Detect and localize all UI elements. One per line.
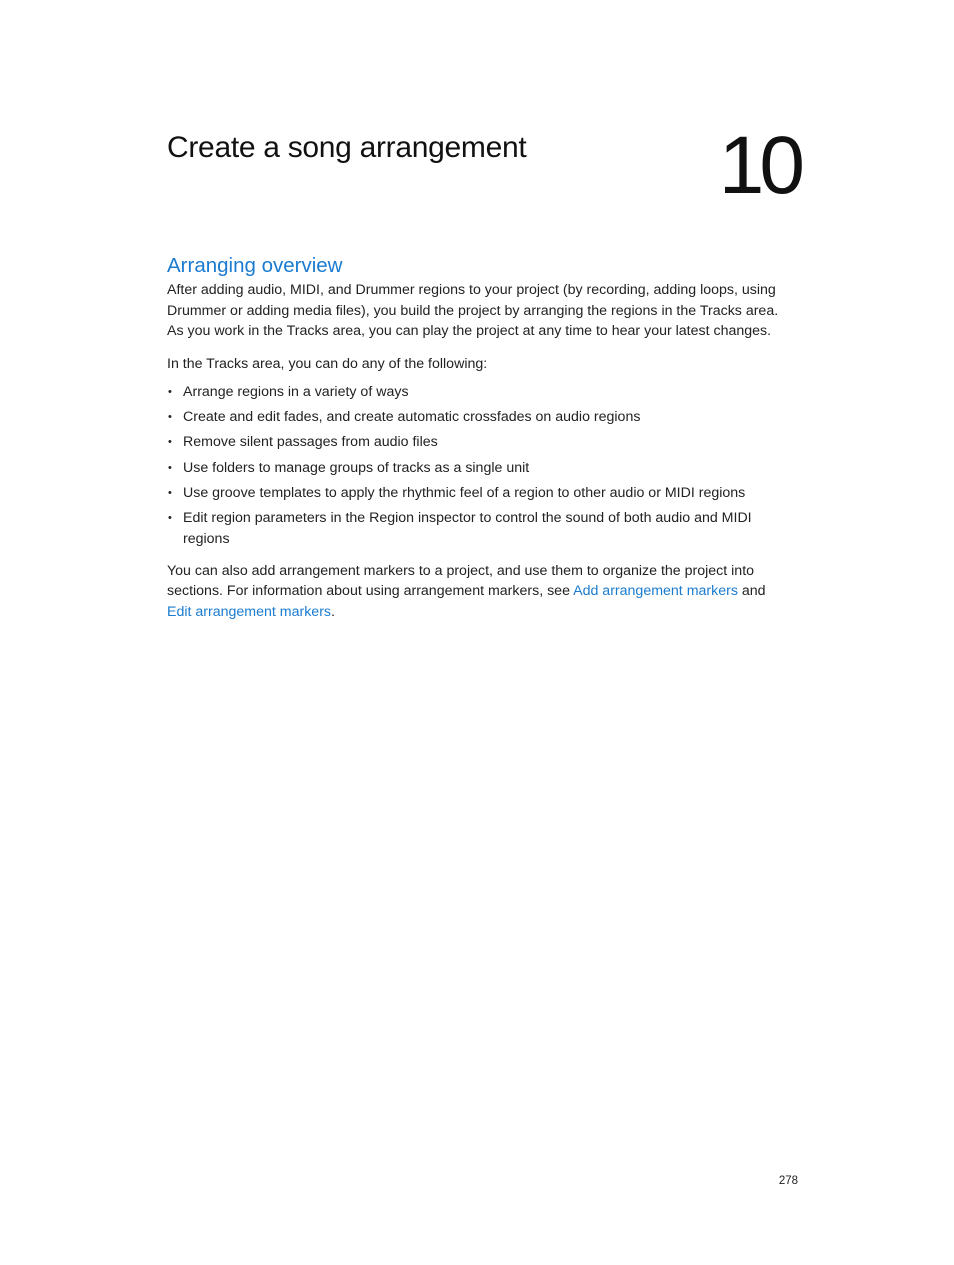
add-arrangement-markers-link[interactable]: Add arrangement markers (573, 583, 738, 600)
closing-text-before: You can also add arrangement markers to a project, and use them to organize the project into sections. For information about using arrangement markers, see (167, 562, 755, 600)
bullet-icon: • (168, 385, 172, 398)
chapter-title: Create a song arrangement (167, 131, 527, 164)
list-item (167, 407, 787, 428)
closing-paragraph (167, 561, 787, 623)
section-heading: Arranging overview (167, 254, 343, 277)
bullet-icon: • (168, 436, 172, 449)
bullet-list (167, 382, 787, 550)
bullet-icon: • (168, 411, 172, 424)
bullet-icon: • (168, 461, 172, 474)
list-item-text: Remove silent passages from audio files (183, 434, 438, 451)
closing-text-between: and (737, 583, 766, 600)
intro-paragraph: After adding audio, MIDI, and Drummer regions to your project (by recording, adding loops, using Drummer or adding media files), you build the project by arranging the regions in the Tracks area. As you work in the Tracks area, you can play the project at any time to hear your latest changes. (167, 282, 779, 340)
edit-arrangement-markers-link[interactable]: Edit arrangement markers (167, 604, 332, 621)
bullet-icon: • (168, 512, 172, 525)
list-item (167, 382, 787, 403)
section-arranging-overview (167, 252, 787, 623)
page-number: 278 (778, 1175, 798, 1187)
list-item-text: Arrange regions in a variety of ways (183, 383, 409, 400)
list-item-text: Create and edit fades, and create automatic crossfades on audio regions (183, 409, 641, 426)
lead-paragraph: In the Tracks area, you can do any of the following: (167, 356, 488, 373)
list-item-text: Use folders to manage groups of tracks as a single unit (183, 459, 530, 476)
list-item (167, 508, 787, 549)
bullet-icon: • (168, 487, 172, 499)
list-item (167, 432, 787, 453)
chapter-number: 10 (718, 120, 800, 211)
list-item (167, 483, 787, 504)
list-item-text: Use groove templates to apply the rhythmic feel of a region to other audio or MIDI regions (183, 485, 746, 501)
list-item-text: Edit region parameters in the Region inspector to control the sound of both audio and MIDI regions (183, 510, 752, 547)
list-item (167, 458, 787, 479)
closing-text-after: . (331, 604, 335, 621)
